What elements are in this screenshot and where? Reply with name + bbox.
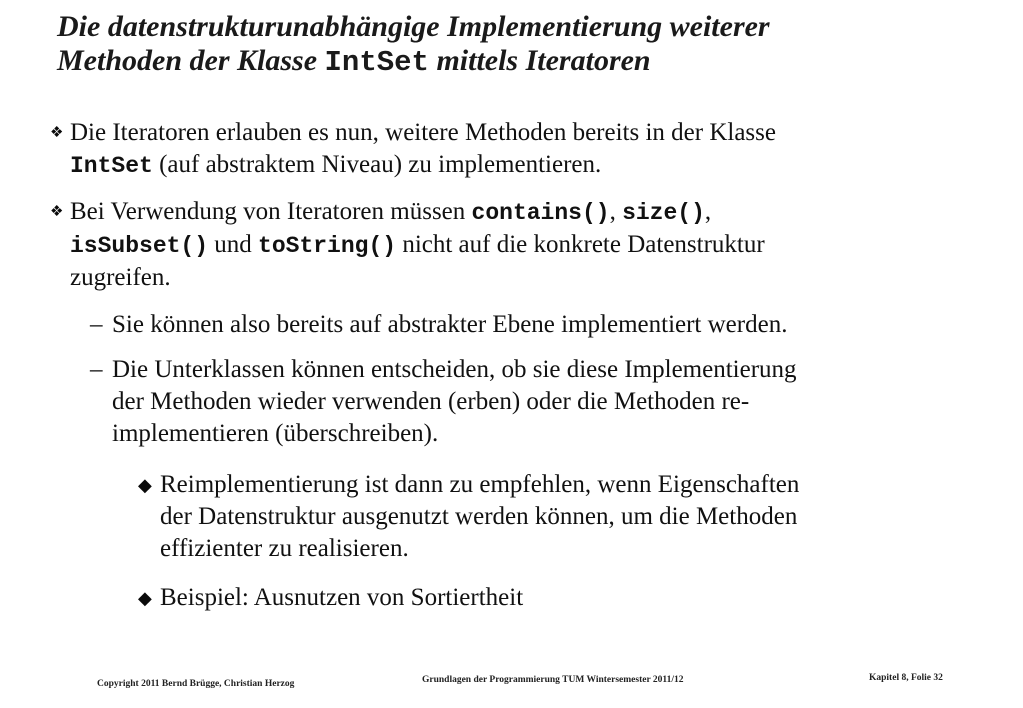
- sub-bullet-2-line-3: implementieren (überschreiben).: [112, 420, 439, 447]
- bullet-1-line-2-text: (auf abstraktem Niveau) zu implementieren.: [152, 151, 602, 178]
- bullet-2-sep-2: ,: [704, 198, 712, 225]
- code-tostring: toString(): [258, 233, 397, 259]
- bullet-2-line-2: [70, 229, 990, 262]
- title-code-intset: IntSet: [324, 46, 429, 79]
- footer-course: Grundlagen der Programmierung TUM Wintersemester 2011/12: [422, 675, 684, 685]
- bullet-1-marker-icon: ❖: [50, 125, 64, 141]
- code-size: size(): [622, 200, 705, 226]
- bullet-2-sep-1: ,: [609, 198, 623, 225]
- sub-bullet-1-marker: –: [90, 311, 103, 338]
- sub-bullet-2-line-2: der Methoden wieder verwenden (erben) oder die Methoden re-: [112, 388, 750, 415]
- bullet-2-text-2: nicht auf die konkrete Datenstruktur: [396, 231, 765, 258]
- bullet-2-und: und: [208, 231, 259, 258]
- footer-copyright: Copyright 2011 Bernd Brügge, Christian Herzog: [97, 679, 295, 689]
- title-line-2-pre: Methoden der Klasse: [57, 44, 325, 77]
- slide-title: [57, 10, 997, 80]
- sub-sub-bullet-2-text: Beispiel: Ausnutzen von Sortiertheit: [160, 584, 524, 611]
- sub-bullet-2-marker: –: [90, 356, 103, 383]
- footer-slide-number: Kapitel 8, Folie 32: [869, 673, 943, 683]
- code-issubset: isSubset(): [70, 233, 209, 259]
- bullet-1-line-1: Die Iteratoren erlauben es nun, weitere Methoden bereits in der Klasse: [70, 119, 776, 146]
- bullet-2: [70, 196, 990, 294]
- sub-sub-bullet-2: [160, 582, 980, 614]
- bullet-1: [70, 117, 990, 182]
- sub-sub-bullet-1-line-2: der Datenstruktur ausgenutzt werden können, um die Methoden: [160, 503, 798, 530]
- sub-sub-bullet-1: [160, 469, 980, 565]
- title-line-2: [57, 44, 997, 80]
- title-line-2-post: mittels Iteratoren: [428, 44, 651, 77]
- bullet-2-text-1: Bei Verwendung von Iteratoren müssen: [70, 198, 472, 225]
- sub-bullet-1: [112, 309, 992, 341]
- sub-sub-bullet-1-diamond-icon: ◆: [138, 475, 152, 495]
- bullet-2-line-1: [70, 196, 990, 229]
- sub-sub-bullet-1-line-1: Reimplementierung ist dann zu empfehlen, wenn Eigenschaften: [160, 471, 800, 498]
- bullet-2-line-3: zugreifen.: [70, 264, 171, 291]
- sub-bullet-1-text: Sie können also bereits auf abstrakter Ebene implementiert werden.: [112, 311, 788, 338]
- sub-bullet-2: [112, 354, 992, 450]
- sub-bullet-2-line-1: Die Unterklassen können entscheiden, ob sie diese Implementierung: [112, 356, 797, 383]
- sub-sub-bullet-2-diamond-icon: ◆: [138, 588, 152, 608]
- bullet-1-code: IntSet: [70, 153, 153, 179]
- bullet-2-marker-icon: ❖: [50, 204, 64, 220]
- sub-sub-bullet-1-line-3: effizienter zu realisieren.: [160, 535, 409, 562]
- title-line-1: Die datenstrukturunabhängige Implementierung weiterer: [57, 10, 770, 43]
- bullet-1-line-2: [70, 149, 990, 182]
- code-contains: contains(): [471, 200, 610, 226]
